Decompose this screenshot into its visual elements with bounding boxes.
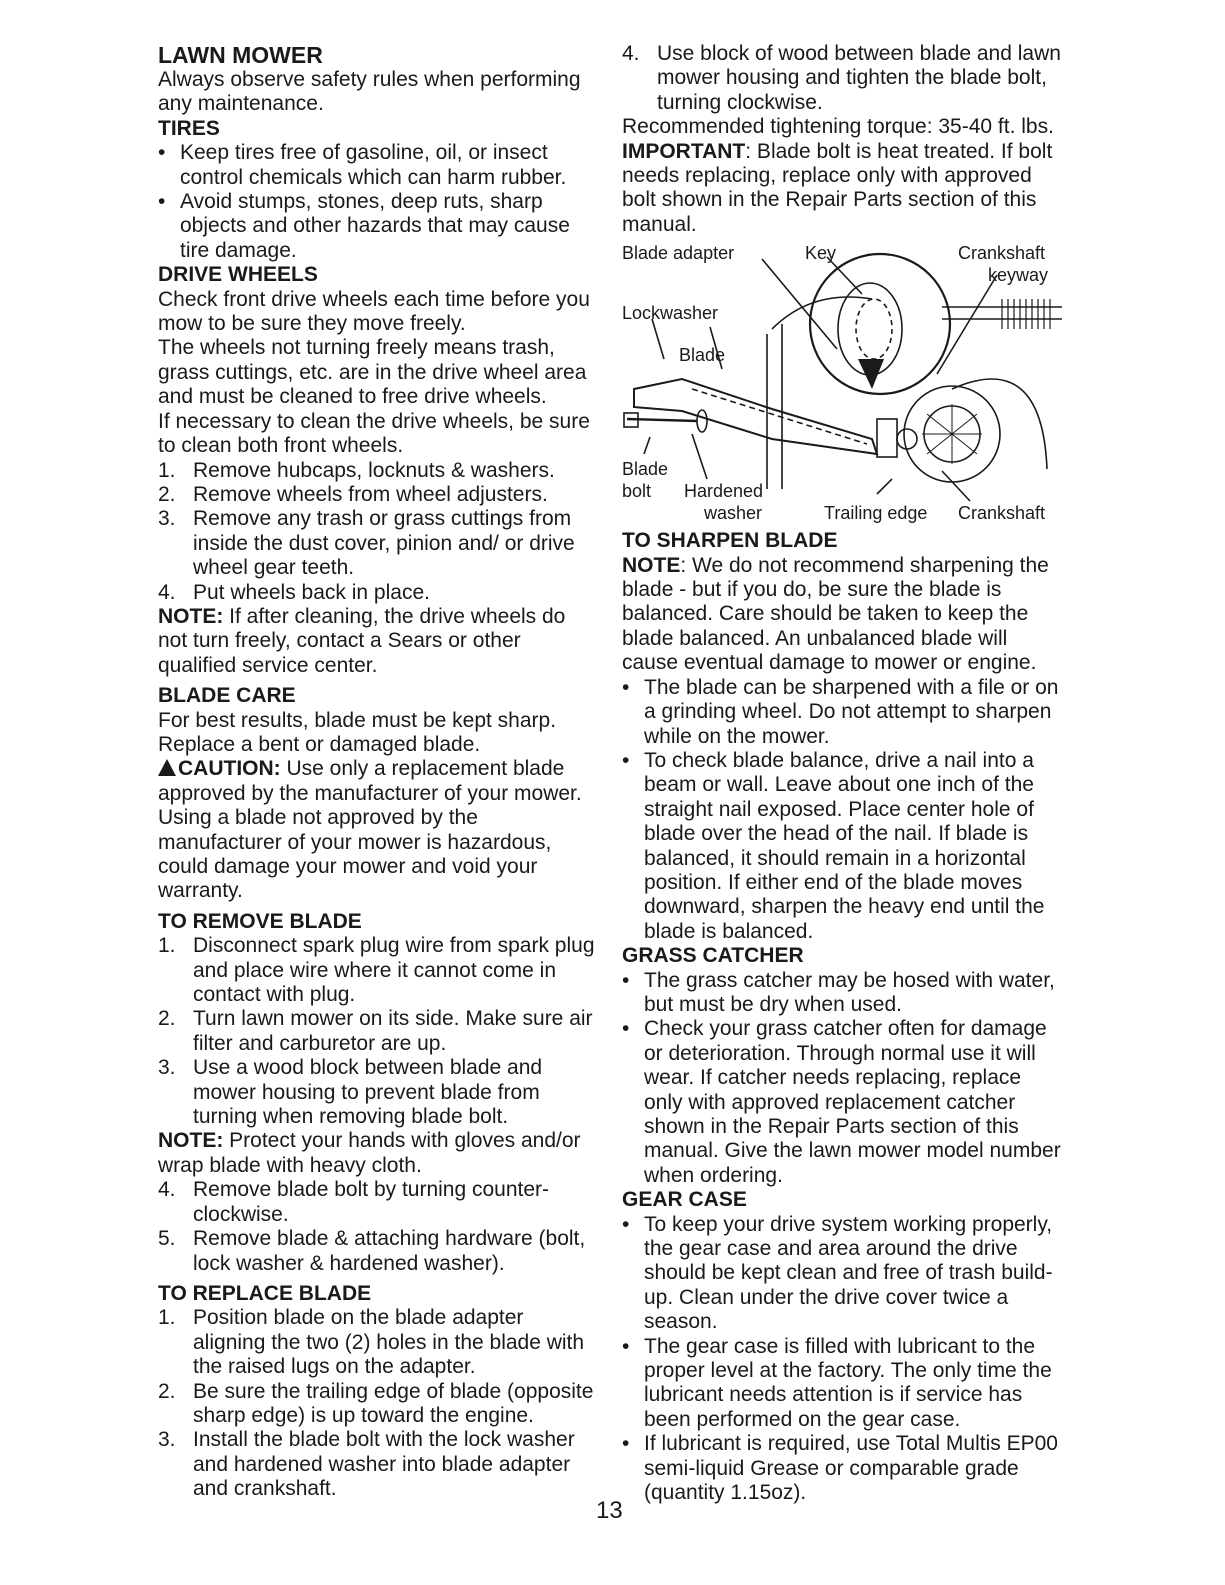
label-crankshaft: Crankshaft [958, 503, 1046, 524]
list-item: • Check your grass catcher often for damage or deterioration. Through normal use it will wear. If catcher needs replacing, replace only with approved replacement catcher shown in the Repair Parts section of this manual. Give the lawn mower model number when ordering. [622, 1017, 1061, 1187]
replace-blade-steps [158, 1306, 598, 1501]
sharpen-list [622, 676, 1062, 944]
gear-case-list [622, 1213, 1062, 1506]
list-item: • The grass catcher may be hosed with water, but must be dry when used. [622, 968, 1055, 1016]
list-item: 2. Remove wheels from wheel adjusters. [158, 482, 548, 506]
page-number: 13 [596, 1497, 623, 1524]
right-column [622, 42, 1062, 1506]
caution-text: CAUTION: Use only a replacement blade approved by the manufacturer of your mower. Using a blade not approved by the manufacturer of your mower is hazardous, could damage your mower and void your warranty. [158, 757, 582, 903]
list-item: 1. Remove hubcaps, locknuts & washers. [158, 458, 555, 482]
list-item: • The blade can be sharpened with a file or on a grinding wheel. Do not attempt to sharpen while on the mower. [622, 675, 1059, 748]
label-hardened-washer: Hardened [684, 481, 764, 502]
blade-assembly-diagram [622, 239, 1062, 529]
left-column [158, 42, 598, 1502]
replace-blade-heading: TO REPLACE BLADE [158, 1281, 372, 1305]
tires-list [158, 141, 598, 263]
remove-blade-heading: TO REMOVE BLADE [158, 909, 362, 933]
list-item: 2. Be sure the trailing edge of blade (opposite sharp edge) is up toward the engine. [158, 1379, 594, 1427]
list-item: 3. Install the blade bolt with the lock washer and hardened washer into blade adapter and crankshaft. [158, 1428, 575, 1501]
list-item: 2. Turn lawn mower on its side. Make sure air filter and carburetor are up. [158, 1007, 593, 1055]
list-item: 1. Disconnect spark plug wire from spark plug and place wire where it cannot come in contact with plug. [158, 934, 595, 1007]
torque-text: Recommended tightening torque: 35-40 ft. lbs. [622, 115, 1054, 139]
list-item: 1. Position blade on the blade adapter aligning the two (2) holes in the blade with the raised lugs on the adapter. [158, 1306, 585, 1379]
list-item: • To check blade balance, drive a nail into a beam or wall. Leave about one inch of the straight nail exposed. Place center hole of blade over the head of the nail. If blade is balanced, it should remain in a horizontal position. If either end of the blade moves downward, sharpen the heavy end until the blade is balanced. [622, 748, 1045, 943]
drive-wheels-para: If necessary to clean the drive wheels, be sure to clean both front wheels. [158, 409, 590, 458]
list-item: • If lubricant is required, use Total Multis EP00 semi-liquid Grease or comparable grade (quantity 1.15oz). [622, 1432, 1058, 1505]
label-crankshaft-keyway: Crankshaft [958, 243, 1046, 264]
grass-catcher-list [622, 969, 1062, 1189]
list-item: 4. Remove blade bolt by turning counter-clockwise. [158, 1178, 550, 1226]
list-item: 4. Put wheels back in place. [158, 580, 430, 604]
label-blade-bolt: bolt [622, 481, 652, 502]
grass-catcher-heading: GRASS CATCHER [622, 944, 804, 968]
warning-icon [158, 759, 176, 776]
remove-blade-steps-continued [158, 1178, 598, 1276]
drive-wheels-para: The wheels not turning freely means trash, grass cuttings, etc. are in the drive wheel area and must be cleaned to free drive wheels. [158, 336, 587, 409]
label-crankshaft-keyway: keyway [988, 265, 1049, 286]
list-item: • To keep your drive system working properly, the gear case and area around the drive should be kept clean and free of trash build-up. Clean under the drive cover twice a season. [622, 1212, 1053, 1334]
intro-text: Always observe safety rules when performing any maintenance. [158, 68, 581, 116]
replace-blade-steps-continued [622, 42, 1062, 115]
sharpen-note: NOTE: We do not recommend sharpening the blade - but if you do, be sure the blade is balanced. Care should be taken to keep the blade balanced. An unbalanced blade will cause eventual damage to mower or engine. [622, 553, 1049, 675]
blade-care-para: For best results, blade must be kept sharp. Replace a bent or damaged blade. [158, 708, 557, 756]
list-item: • Keep tires free of gasoline, oil, or insect control chemicals which can harm rubber. [158, 141, 567, 189]
label-key: Key [805, 243, 837, 264]
label-lockwasher: Lockwasher [622, 303, 719, 324]
label-blade-adapter: Blade adapter [622, 243, 735, 264]
label-hardened-washer: washer [704, 503, 763, 524]
tires-heading: TIRES [158, 116, 220, 140]
drive-wheels-para: Check front drive wheels each time before you mow to be sure they move freely. [158, 287, 590, 336]
label-blade-bolt: Blade [622, 459, 669, 480]
blade-care-heading: BLADE CARE [158, 684, 296, 708]
drive-wheels-steps [158, 459, 598, 605]
list-item: 3. Remove any trash or grass cuttings from inside the dust cover, pinion and/ or drive wheel gear teeth. [158, 507, 575, 580]
remove-blade-steps [158, 934, 598, 1129]
list-item: 4. Use block of wood between blade and lawn mower housing and tighten the blade bolt, turning clockwise. [622, 42, 1061, 114]
page-title: LAWN MOWER [158, 42, 323, 68]
label-trailing-edge: Trailing edge [824, 503, 928, 524]
remove-blade-note: NOTE: Protect your hands with gloves and/or wrap blade with heavy cloth. [158, 1129, 581, 1177]
list-item: 3. Use a wood block between blade and mower housing to prevent blade from turning when removing blade bolt. [158, 1056, 543, 1129]
label-blade: Blade [679, 345, 726, 366]
list-item: • Avoid stumps, stones, deep ruts, sharp objects and other hazards that may cause tire damage. [158, 190, 570, 262]
list-item: • The gear case is filled with lubricant to the proper level at the factory. The only time the lubricant needs attention is if service has been performed on the gear case. [622, 1334, 1052, 1431]
drive-wheels-heading: DRIVE WHEELS [158, 263, 318, 287]
sharpen-blade-heading: TO SHARPEN BLADE [622, 529, 838, 553]
list-item: 5. Remove blade & attaching hardware (bolt, lock washer & hardened washer). [158, 1227, 586, 1275]
drive-wheels-note: NOTE: If after cleaning, the drive wheels do not turn freely, contact a Sears or other qualified service center. [158, 604, 566, 677]
gear-case-heading: GEAR CASE [622, 1188, 747, 1212]
important-text: IMPORTANT: Blade bolt is heat treated. If bolt needs replacing, replace only with approved bolt shown in the Repair Parts section of this manual. [622, 139, 1053, 236]
